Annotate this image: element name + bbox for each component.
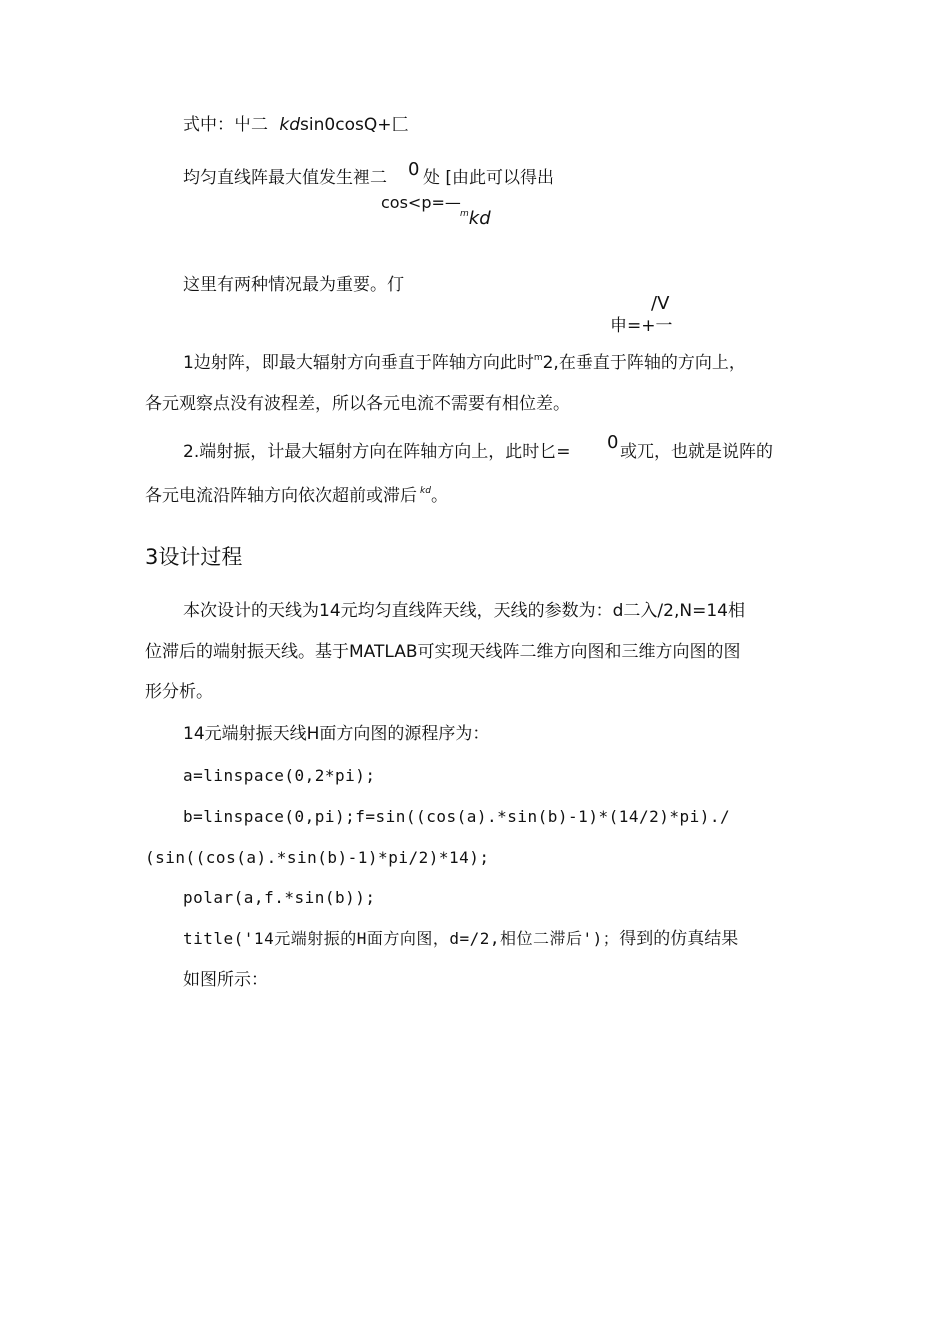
code-line-5: [183, 931, 738, 948]
case2-line1-a: 2.端射振，计最大辐射方向在阵轴方向上，此时匕=: [183, 442, 571, 462]
formula-line-2: [381, 195, 461, 211]
case1-m: m: [533, 353, 543, 363]
formula-prefix: 式中：: [183, 115, 234, 135]
uniform-text-after: 处 [由此可以得出: [423, 168, 555, 188]
case2-kd: kd: [420, 486, 431, 496]
case2-line2: [145, 488, 448, 505]
case1-text-a: 1边射阵，即最大辐射方向垂直于阵轴方向此时: [183, 353, 534, 373]
code-line-5-code: title('14元端射振的H面方向图，d=/2,相位二滞后')；: [183, 929, 620, 948]
case2-text-a: 各元电流沿阵轴方向依次超前或滞后: [145, 486, 417, 506]
formula-kd: kd: [279, 115, 301, 135]
uniform-text-before: 均匀直线阵最大值发生裡二: [183, 168, 387, 188]
formula-phi: 屮二: [234, 115, 268, 135]
case2-text-b: 。: [430, 486, 448, 506]
case2-sup-zero: 0: [607, 432, 619, 453]
formula-line-1: [183, 117, 408, 134]
case1-line2: 各元观察点没有波程差，所以各元电流不需要有相位差。: [145, 394, 570, 414]
paragraph-line-3: 形分析。: [145, 682, 213, 702]
formula2-denominator: [460, 210, 491, 228]
code-line-4: polar(a,f.*sin(b));: [183, 888, 376, 907]
paragraph-line-1: 本次设计的天线为14元均匀直线阵天线，天线的参数为：d二入/2,N=14相: [183, 601, 745, 621]
code-line-3: (sin((cos(a).*sin(b)-1)*pi/2)*14);: [145, 848, 490, 867]
uniform-array-line: [183, 170, 387, 187]
paragraph-line-2: 位滞后的端射振天线。基于MATLAB可实现天线阵二维方向图和三维方向图的图: [145, 642, 741, 662]
formula2-m: m: [460, 209, 469, 219]
case1-text-b: 2,在垂直于阵轴的方向上，: [542, 353, 746, 373]
source-intro: 14元端射振天线H面方向图的源程序为：: [183, 724, 490, 744]
case2-line1-b: 或兀，也就是说阵的: [620, 442, 773, 462]
case1-line1: [183, 355, 746, 372]
formula-rest: sin0cosQ+匚: [300, 115, 409, 135]
code-line-1: a=linspace(0,2*pi);: [183, 766, 376, 785]
code-line-5-text: 得到的仿真结果: [619, 929, 739, 949]
section-heading: 3设计过程: [145, 545, 243, 569]
code-line-6: 如图所示：: [183, 970, 268, 990]
formula2-cos: cos<p=—: [381, 193, 461, 212]
formula2-kd: kd: [468, 208, 491, 229]
two-cases-line: 这里有两种情况最为重要。仃: [183, 275, 404, 295]
side-formula-top: /V: [651, 293, 670, 314]
uniform-sup-zero: 0: [408, 159, 420, 180]
side-formula-bottom: 申=+一: [610, 316, 673, 336]
code-line-2: b=linspace(0,pi);f=sin((cos(a).*sin(b)-1)*(14/2)*pi)./: [183, 807, 731, 826]
